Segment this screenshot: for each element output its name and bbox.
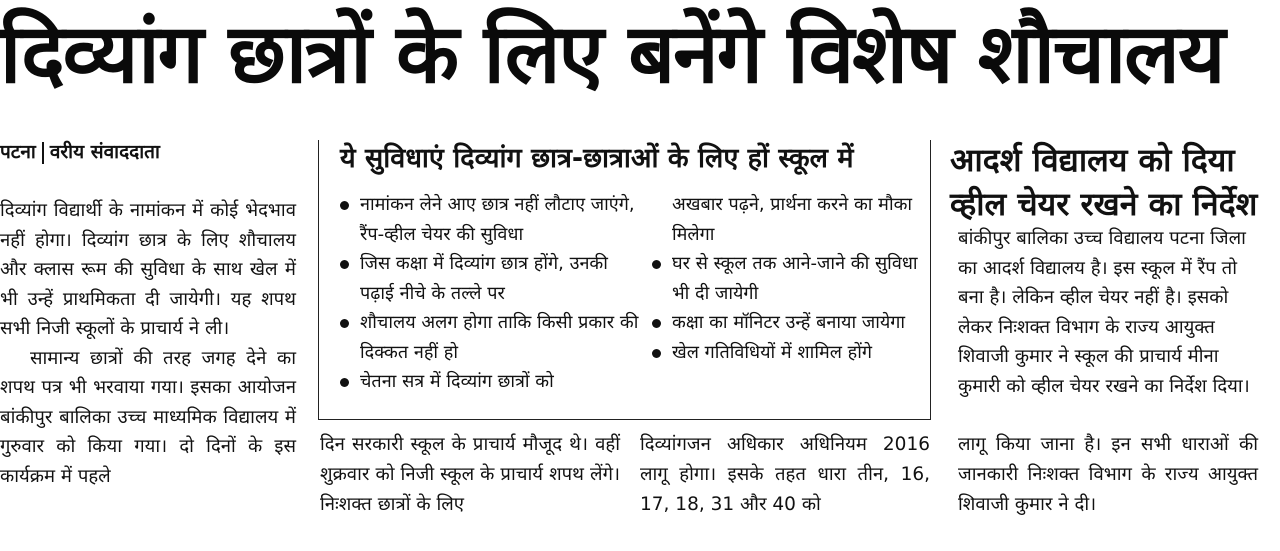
byline-place: पटना — [0, 141, 36, 163]
facilities-box-title: ये सुविधाएं दिव्यांग छात्र-छात्राओं के लिए हों स्कूल में — [340, 143, 854, 174]
list-item: शौचालय अलग होगा ताकि किसी प्रकार की दिक्कत नहीं हो — [340, 308, 640, 367]
bullet-icon — [340, 378, 349, 387]
byline-divider — [42, 142, 44, 164]
facilities-list-right — [652, 190, 922, 367]
story-column-2: दिन सरकारी स्कूल के प्राचार्य मौजूद थे। वहीं शुक्रवार को निजी स्कूल के प्राचार्य शपथ लेंगे। निःशक्त छात्रों के लिए — [320, 434, 620, 515]
byline — [0, 138, 300, 164]
list-item: चेतना सत्र में दिव्यांग छात्रों को — [340, 367, 640, 397]
list-item: जिस कक्षा में दिव्यांग छात्र होंगे, उनकी पढ़ाई नीचे के तल्ले पर — [340, 249, 640, 308]
story-column-3: दिव्यांगजन अधिकार अधिनियम 2016 लागू होगा। इसके तहत धारा तीन, 16, 17, 18, 31 और 40 को — [640, 434, 930, 515]
bullet-icon — [652, 260, 661, 269]
story-paragraph-2: सामान्य छात्रों की तरह जगह देने का शपथ पत्र भी भरवाया गया। इसका आयोजन बांकीपुर बालिका उच्च माध्यमिक विद्यालय में गुरुवार को किया गया। दो दिनों के इस कार्यक्रम में पहले — [0, 347, 296, 487]
list-item: नामांकन लेने आए छात्र नहीं लौटाए जाएंगे, रैंप-व्हील चेयर की सुविधा — [340, 190, 640, 249]
sidebar-text: बांकीपुर बालिका उच्च विद्यालय पटना जिला का आदर्श विद्यालय है। इस स्कूल में रैंप तो बना है। लेकिन व्हील चेयर नहीं है। इसको लेकर निःशक्त विभाग के राज्य आयुक्त शिवाजी कुमार ने स्कूल की प्राचार्य मीना कुमारी को व्हील चेयर रखने का निर्देश दिया। — [958, 228, 1250, 397]
story-paragraph-1: दिव्यांग विद्यार्थी के नामांकन में कोई भेदभाव नहीं होगा। दिव्यांग छात्र के लिए शौचालय और क्लास रूम की सुविधा के साथ खेल में भी उन्हें प्राथमिकता दी जायेगी। यह शपथ सभी निजी स्कूलों के प्राचार्य ने ली। — [0, 200, 296, 339]
story-column-4: लागू किया जाना है। इन सभी धाराओं की जानकारी निःशक्त विभाग के राज्य आयुक्त शिवाजी कुमार ने दी। — [958, 434, 1258, 515]
bullet-icon — [340, 260, 349, 269]
box-border-left — [318, 140, 319, 420]
story-column-1 — [0, 196, 296, 491]
bullet-icon — [340, 319, 349, 328]
headline: दिव्यांग छात्रों के लिए बनेंगे विशेष शौचालय — [0, 7, 1224, 102]
box-border-right — [930, 140, 931, 420]
list-item: खेल गतिविधियों में शामिल होंगे — [652, 338, 922, 368]
bullet-icon — [340, 201, 349, 210]
list-item: कक्षा का मॉनिटर उन्हें बनाया जायेगा — [652, 308, 922, 338]
list-item: घर से स्कूल तक आने-जाने की सुविधा भी दी जायेगी — [652, 249, 922, 308]
byline-reporter: वरीय संवाददाता — [49, 141, 160, 163]
bullet-icon — [652, 319, 661, 328]
box-border-bottom — [318, 419, 930, 420]
facilities-list-left — [340, 190, 640, 397]
list-item-continuation: अखबार पढ़ने, प्रार्थना करने का मौका मिलेगा — [672, 194, 913, 245]
sidebar-headline: आदर्श विद्यालय को दिया व्हील चेयर रखने का निर्देश — [950, 141, 1258, 223]
bullet-icon — [652, 349, 661, 358]
